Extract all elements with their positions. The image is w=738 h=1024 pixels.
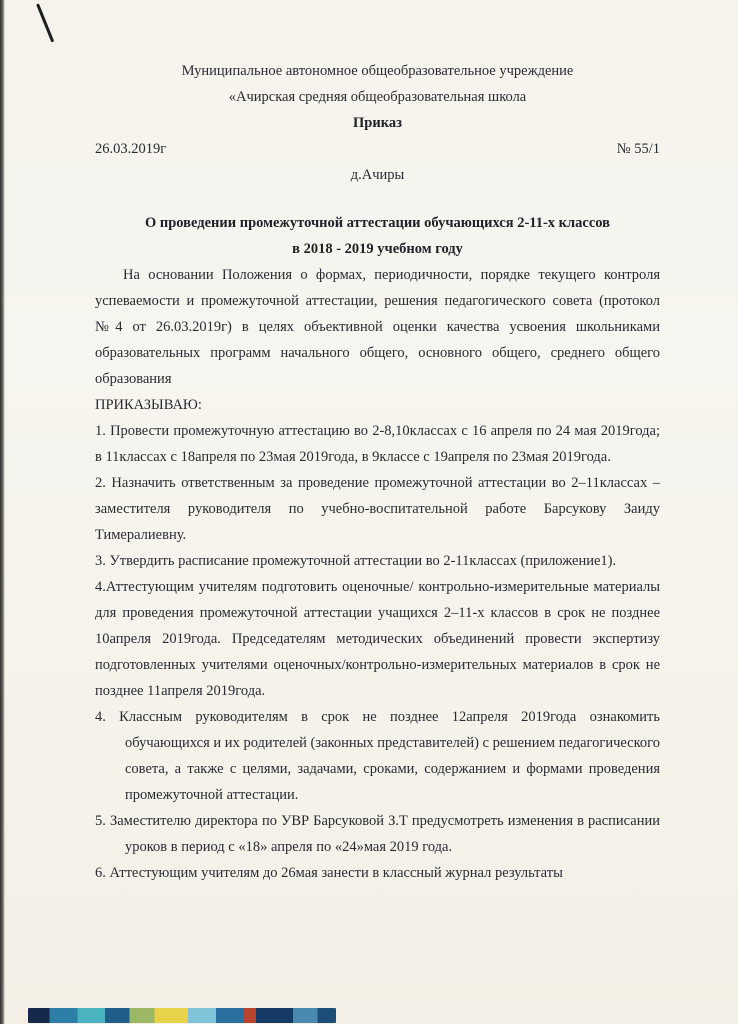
date-number-row (95, 136, 660, 162)
order-item-6: 6. Аттестующим учителям до 26мая занести в классный журнал результаты (95, 865, 563, 881)
order-item-4a: 4.Аттестующим учителям подготовить оценочные/ контрольно-измерительные материалы для проведения промежуточной аттестации учащихся 2–11-х классов в срок не позднее 10апреля 2019года. Председателям методических объединений провести экспертизу подготовленных учителями оценочных/контрольно-измерительных материалов в срок не позднее 11апреля 2019года. (95, 579, 660, 699)
doc-date: 26.03.2019г (95, 141, 167, 157)
intro-paragraph: На основании Положения о формах, периодичности, порядке текущего контроля успеваемости и промежуточной аттестации, решения педагогического совета (протокол №4 от 26.03.2019г) в целях объективной оценки качества усвоения школьниками образовательных программ начального общего, основного общего, среднего общего образования (95, 267, 660, 387)
doc-title-line1: О проведении промежуточной аттестации обучающихся 2-11-х классов (144, 215, 611, 231)
org-name-line2: «Ачирская средняя общеобразовательная школа (228, 89, 527, 105)
order-item-5: 5. Заместителю директора по УВР Барсуковой З.Т предусмотреть изменения в расписании уроков в период с «18» апреля по «24»мая 2019 года. (95, 813, 660, 855)
order-item-4b: 4. Классным руководителям в срок не позднее 12апреля 2019года ознакомить обучающихся и их родителей (законных представителей) с решением педагогического совета, а также с целями, задачами, сроками, содержанием и формами проведения промежуточной аттестации. (95, 709, 660, 803)
doc-place: д.Ачиры (350, 167, 405, 183)
decree-word: ПРИКАЗЫВАЮ: (95, 397, 202, 413)
order-item-1: 1. Провести промежуточную аттестацию во 2-8,10классах с 16 апреля по 24 мая 2019года; в 11классах с 18апреля по 23мая 2019года, в 9классе с 19апреля по 23мая 2019года. (95, 423, 660, 465)
order-item-3: 3. Утвердить расписание промежуточной аттестации во 2-11классах (приложение1). (95, 553, 617, 569)
doc-title (95, 210, 660, 262)
order-item-2: 2. Назначить ответственным за проведение промежуточной аттестации во 2–11классах – заместителя руководителя по учебно-воспитательной работе Барсукову Заиду Тимералиевну. (95, 475, 660, 543)
org-name-line1: Муниципальное автономное общеобразовательное учреждение (181, 63, 574, 79)
doc-title-line2: в 2018 - 2019 учебном году (292, 241, 463, 257)
doc-type-heading: Приказ (353, 115, 402, 131)
scan-artifact-photo-strip (28, 1008, 336, 1023)
doc-number: № 55/1 (616, 141, 660, 157)
